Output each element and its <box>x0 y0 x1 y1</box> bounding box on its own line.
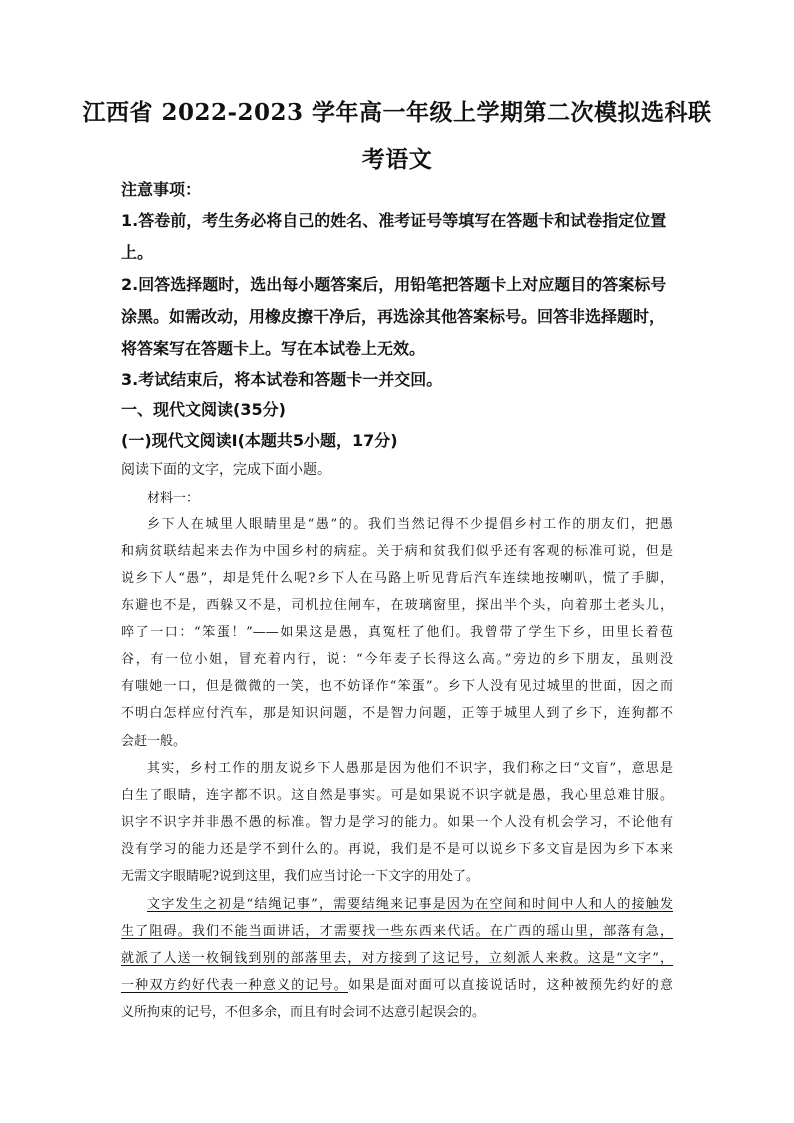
exam-title-line-2: 考语文 <box>361 146 433 173</box>
material-text-line: 谷，有一位小姐，冒充着内行，说：“今年麦子长得这么高。”旁边的乡下朋友，虽则没 <box>121 652 673 667</box>
material-text-line: 不明白怎样应付汽车，那是知识问题，不是智力问题，正等于城里人到了乡下，连狗都不 <box>121 706 673 721</box>
notice-line-6: 3.考试结束后，将本试卷和答题卡一并交回。 <box>121 370 443 389</box>
exam-title-line-1: 江西省 2022-2023 学年高一年级上学期第二次模拟选科联 <box>82 99 712 126</box>
material-text-line: 白生了眼睛，连字都不识。这自然是事实。可是如果说不识字就是愚，我心里总难甘服。 <box>121 788 673 803</box>
material-text-line: 义所拘束的记号，不但多余，而且有时会词不达意引起误会的。 <box>121 1005 486 1020</box>
notice-line-1: 1.答卷前，考生务必将自己的姓名、准考证号等填写在答题卡和试卷指定位置 <box>121 211 667 230</box>
underlined-text-line: 就派了人送一枚铜钱到别的部落里去，对方接到了这记号，立刻派人来救。这是“文字”， <box>121 951 673 966</box>
material-text-line: 其实，乡村工作的朋友说乡下人愚那是因为他们不识字，我们称之曰“文盲”，意思是 <box>147 761 673 776</box>
material-text-line: 东避也不是，西躲又不是，司机拉住闸车，在玻璃窗里，探出半个头，向着那土老头儿， <box>121 598 673 613</box>
material-text-line: 没有学习的能力还是学不到什么的。再说，我们是不是可以说乡下多文盲是因为乡下本来 <box>121 842 673 857</box>
section-subheading: (一)现代文阅读Ⅰ(本题共5小题，17分) <box>121 431 398 450</box>
material-text-line: 会赶一般。 <box>121 734 187 749</box>
notice-line-4: 涂黑。如需改动，用橡皮擦干净后，再选涂其他答案标号。回答非选择题时， <box>121 307 666 326</box>
material-text-line: 乡下人在城里人眼睛里是“愚”的。我们当然记得不少提倡乡村工作的朋友们，把愚 <box>147 517 673 532</box>
notice-line-5: 将答案写在答题卡上。写在本试卷上无效。 <box>121 339 426 358</box>
material-text-line: 和病贫联结起来去作为中国乡村的病症。关于病和贫我们似乎还有客观的标准可说，但是 <box>121 544 673 559</box>
underlined-text-span: 一种双方约好代表一种意义的记号。 <box>121 978 348 993</box>
underlined-text-line: 生了阻碍。我们不能当面讲话，才需要找一些东西来代话。在广西的瑶山里，部落有急， <box>121 924 673 939</box>
notice-heading: 注意事项： <box>121 180 202 199</box>
notice-line-2: 上。 <box>121 243 154 262</box>
material-text-line: 啐了一口：“笨蛋！”——如果这是愚，真冤枉了他们。我曾带了学生下乡，田里长着苞 <box>121 625 673 640</box>
material-label: 材料一： <box>147 491 200 506</box>
material-text-line: 有嗤她一口，但是微微的一笑，也不妨译作“笨蛋”。乡下人没有见过城里的世面，因之而 <box>121 679 673 694</box>
material-text-line: 说乡下人“愚”，却是凭什么呢?乡下人在马路上听见背后汽车连续地按喇叭，慌了手脚， <box>121 571 673 586</box>
underlined-text-line: 文字发生之初是“结绳记事”，需要结绳来记事是因为在空间和时间中人和人的接触发 <box>147 897 673 912</box>
notice-line-3: 2.回答选择题时，选出每小题答案后，用铅笔把答题卡上对应题目的答案标号 <box>121 275 667 294</box>
section-heading: 一、现代文阅读(35分) <box>121 400 286 419</box>
plain-text-span: 如果是面对面可以直接说话时，这种被预先约好的意 <box>347 978 673 993</box>
reading-instruction: 阅读下面的文字，完成下面小题。 <box>121 462 331 478</box>
material-text-line <box>121 977 673 994</box>
material-text-line: 识字不识字并非愚不愚的标准。智力是学习的能力。如果一个人没有机会学习，不论他有 <box>121 815 673 830</box>
material-text-line: 无需文字眼睛呢?说到这里，我们应当讨论一下文字的用处了。 <box>121 869 479 884</box>
